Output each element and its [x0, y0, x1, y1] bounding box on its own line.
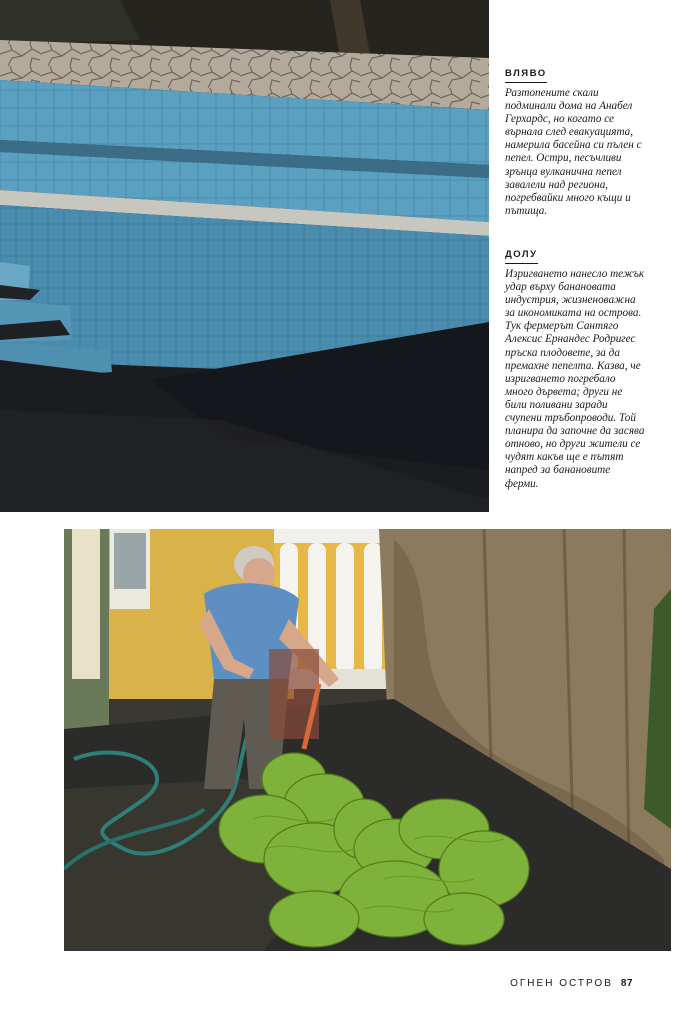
pool-illustration — [0, 0, 489, 512]
caption-below — [505, 244, 645, 491]
folio-page-number: 87 — [620, 978, 633, 989]
page-folio — [510, 978, 633, 989]
caption-left — [505, 63, 645, 218]
photo-farmer-washing-bananas — [64, 529, 671, 951]
caption-left-text: Разтопените скали подминали дома на Анабел Герхардс, но когато се върнала след евакуацията, намерила басейна си пълен с пепел. Остри, песъчливи зрънца вулканична пепел завалели над региона, погребвайки много къщи и пътища. — [505, 87, 642, 217]
caption-below-heading: ДОЛУ — [505, 249, 538, 264]
folio-section: ОГНЕН ОСТРОВ — [510, 978, 613, 989]
caption-below-text: Изригването нанесло тежък удар върху банановата индустрия, жизненоважна за икономиката на острова. Тук фермерът Сантяго Алексис Ернандес Родригес пръска плодовете, за да премахне пепелта. Казва, че изригването погребало много дървета; други не били поливани заради счупени тръбопроводи. Той планира да започне да засява отново, но други жители се чудят какъв ще е пътят напред за банановите ферми. — [505, 268, 645, 490]
farmer-illustration — [64, 529, 671, 951]
photo-ash-filled-pool — [0, 0, 489, 512]
caption-left-heading: ВЛЯВО — [505, 68, 547, 83]
